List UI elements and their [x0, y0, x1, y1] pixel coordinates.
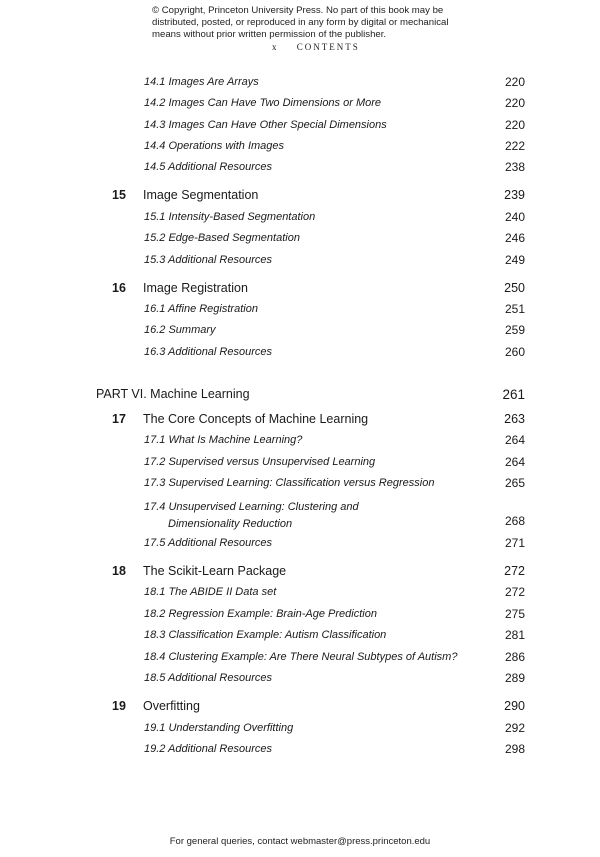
page-number: 264	[504, 433, 525, 447]
section-title: 15.1 Intensity-Based Segmentation	[144, 211, 316, 223]
section-title: 18.3 Classification Example: Autism Classification	[144, 629, 387, 641]
page-number: 275	[504, 607, 525, 621]
section-row	[0, 139, 600, 157]
page-number: 260	[504, 345, 525, 359]
page-number: 292	[504, 721, 525, 735]
page-number: 264	[504, 455, 525, 469]
section-title: 16.3 Additional Resources	[144, 346, 273, 358]
page-number: 286	[504, 650, 525, 664]
section-row	[0, 302, 600, 320]
section-title-line: Dimensionality Reduction	[168, 518, 293, 530]
section-row	[0, 433, 600, 451]
section-title: 19.2 Additional Resources	[144, 743, 273, 755]
section-row	[0, 476, 600, 494]
section-title: 17.1 What Is Machine Learning?	[144, 434, 303, 446]
chapter-row	[0, 281, 600, 299]
section-title: 17.5 Additional Resources	[144, 537, 273, 549]
chapter-number: 17	[112, 412, 126, 426]
section-row	[0, 210, 600, 228]
part-row	[0, 387, 600, 405]
chapter-number: 18	[112, 564, 126, 578]
section-title: 18.4 Clustering Example: Are There Neural Subtypes of Autism?	[144, 651, 458, 663]
section-row	[0, 455, 600, 473]
page-number: 220	[504, 118, 525, 132]
section-title: 16.2 Summary	[144, 324, 216, 336]
page-number: 220	[504, 96, 525, 110]
section-row	[0, 721, 600, 739]
section-title-line: 17.4 Unsupervised Learning: Clustering and	[144, 501, 359, 513]
section-row	[0, 650, 600, 668]
footer-contact: For general queries, contact webmaster@press.princeton.edu	[169, 836, 431, 847]
section-title: 18.2 Regression Example: Brain-Age Prediction	[144, 608, 377, 620]
copyright-notice: © Copyright, Princeton University Press. No part of this book may be distributed, posted, or reproduced in any form by digital or mechanical means without prior written permission of the publisher.	[152, 5, 449, 41]
page-number: 240	[504, 210, 525, 224]
page-number: 246	[504, 231, 525, 245]
chapter-row	[0, 564, 600, 582]
section-row	[0, 231, 600, 249]
section-row	[0, 628, 600, 646]
page-number: 238	[504, 160, 525, 174]
section-row	[0, 75, 600, 93]
chapter-title: Overfitting	[143, 699, 200, 713]
part-title: PART VI. Machine Learning	[96, 387, 250, 401]
section-row	[0, 607, 600, 625]
page-number: 261	[502, 387, 525, 402]
page-number: 249	[504, 253, 525, 267]
section-row	[0, 498, 600, 532]
section-row	[0, 96, 600, 114]
page-number: 298	[504, 742, 525, 756]
chapter-title: Image Segmentation	[143, 188, 259, 202]
page-number: 271	[504, 536, 525, 550]
chapter-title: The Scikit-Learn Package	[143, 564, 287, 578]
chapter-number: 15	[112, 188, 126, 202]
running-head-page: x	[272, 42, 279, 52]
running-head-label: CONTENTS	[296, 42, 360, 52]
section-title	[144, 499, 404, 533]
section-row	[0, 160, 600, 178]
chapter-number: 16	[112, 281, 126, 295]
section-row	[0, 585, 600, 603]
page-number: 251	[504, 302, 525, 316]
section-row	[0, 253, 600, 271]
chapter-row	[0, 188, 600, 206]
chapter-title: Image Registration	[143, 281, 248, 295]
page-number: 222	[504, 139, 525, 153]
section-title: 14.5 Additional Resources	[144, 161, 273, 173]
page-number: 259	[504, 323, 525, 337]
section-title: 14.2 Images Can Have Two Dimensions or More	[144, 97, 382, 109]
page-number: 250	[504, 281, 525, 295]
page-number: 281	[504, 628, 525, 642]
chapter-row	[0, 412, 600, 430]
chapter-number: 19	[112, 699, 126, 713]
section-row	[0, 118, 600, 136]
section-title: 14.4 Operations with Images	[144, 140, 285, 152]
page-number: 268	[504, 514, 525, 528]
page-number: 263	[504, 412, 525, 426]
section-row	[0, 323, 600, 341]
page-number: 220	[504, 75, 525, 89]
page-number: 239	[504, 188, 525, 202]
page-number: 272	[504, 564, 525, 578]
section-title: 15.3 Additional Resources	[144, 254, 273, 266]
section-title: 18.1 The ABIDE II Data set	[144, 586, 277, 598]
section-title: 14.1 Images Are Arrays	[144, 76, 259, 88]
section-row	[0, 742, 600, 760]
section-title: 16.1 Affine Registration	[144, 303, 258, 315]
page-number: 289	[504, 671, 525, 685]
section-title: 18.5 Additional Resources	[144, 672, 273, 684]
section-row	[0, 671, 600, 689]
section-row	[0, 536, 600, 554]
section-title: 14.3 Images Can Have Other Special Dimensions	[144, 119, 387, 131]
section-title: 17.3 Supervised Learning: Classification versus Regression	[144, 477, 435, 489]
section-row	[0, 345, 600, 363]
section-title: 15.2 Edge-Based Segmentation	[144, 232, 300, 244]
chapter-row	[0, 699, 600, 717]
chapter-title: The Core Concepts of Machine Learning	[143, 412, 369, 426]
page-number: 265	[504, 476, 525, 490]
section-title: 19.1 Understanding Overfitting	[144, 722, 294, 734]
section-title: 17.2 Supervised versus Unsupervised Learning	[144, 456, 376, 468]
page-number: 272	[504, 585, 525, 599]
page-number: 290	[504, 699, 525, 713]
